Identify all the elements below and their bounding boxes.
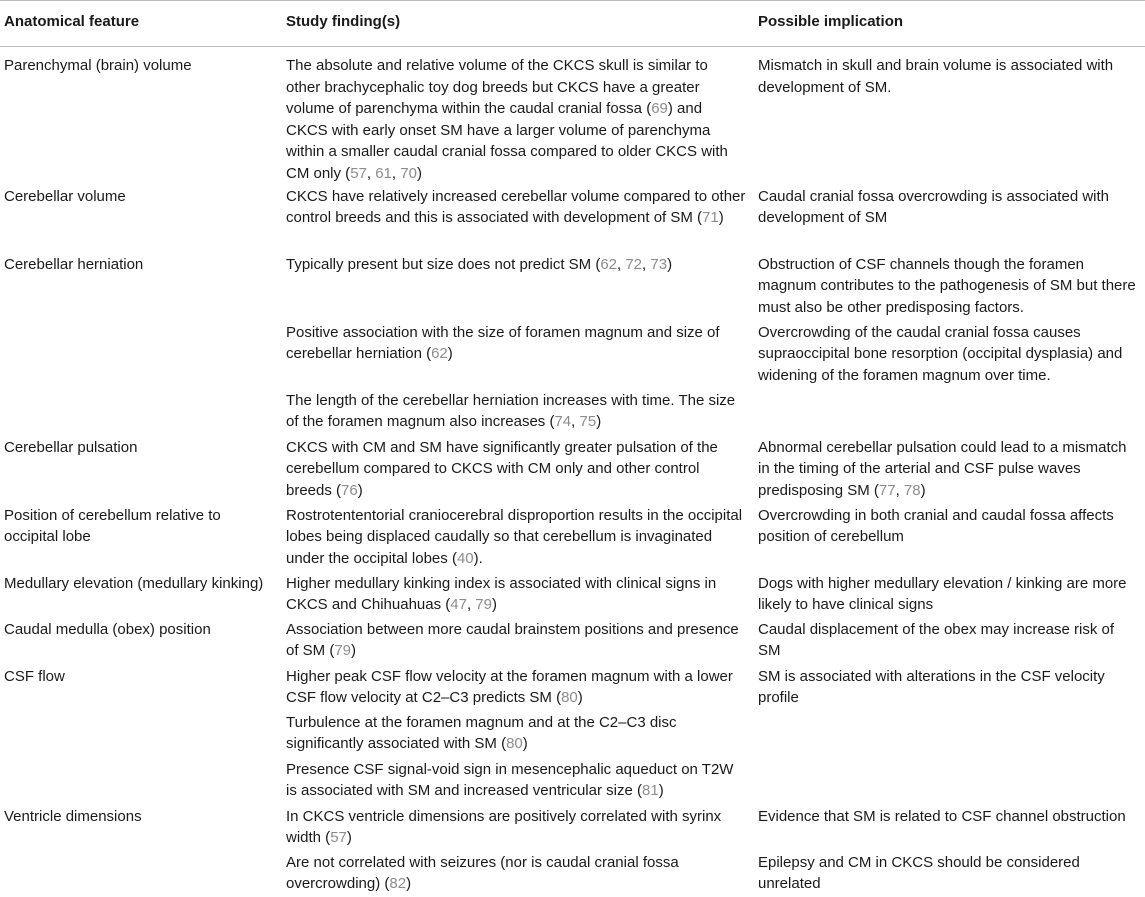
- table-row: [0, 390, 1145, 437]
- finding-text: ): [447, 345, 453, 363]
- finding-text: ): [351, 642, 357, 660]
- possible-implication-cell: [754, 186, 1145, 254]
- table-row: [0, 619, 1145, 666]
- study-finding-cell: [282, 390, 754, 437]
- anatomical-feature-cell: CSF flow: [4, 667, 65, 685]
- reference-link[interactable]: 57: [350, 164, 367, 182]
- implication-text: Epilepsy and CM in CKCS should be considered unrelated: [758, 853, 1080, 893]
- possible-implication-cell: [754, 619, 1145, 666]
- possible-implication-cell: [754, 390, 1145, 437]
- finding-text: ): [658, 782, 664, 800]
- finding-text: In CKCS ventricle dimensions are positively correlated with syrinx width (: [286, 807, 722, 847]
- study-finding-cell: [282, 505, 754, 573]
- possible-implication-cell: [754, 852, 1145, 897]
- header-possible-implication: Possible implication: [754, 1, 1145, 47]
- possible-implication-cell: [754, 573, 1145, 619]
- study-finding-cell: [282, 437, 754, 505]
- reference-link[interactable]: 70: [400, 164, 417, 182]
- reference-link[interactable]: 72: [625, 255, 643, 273]
- implication-text: Overcrowding in both cranial and caudal fossa affects position of cerebellum: [758, 506, 1114, 546]
- implication-text: Caudal displacement of the obex may increase risk of SM: [758, 620, 1115, 660]
- table-row: [0, 322, 1145, 390]
- finding-text: ): [596, 413, 602, 431]
- finding-text: Rostrotententorial craniocerebral disproportion results in the occipital lobes being displaced caudally so that cerebellum is invaginated under the occipital lobes (: [286, 506, 743, 567]
- possible-implication-cell: [754, 759, 1145, 806]
- possible-implication-cell: [754, 666, 1145, 712]
- table-row: [0, 47, 1145, 186]
- table-row: [0, 712, 1145, 759]
- implication-text: SM is associated with alterations in the CSF velocity profile: [758, 667, 1105, 707]
- reference-link[interactable]: 69: [651, 100, 668, 118]
- reference-link[interactable]: 77: [878, 481, 896, 499]
- finding-text: CKCS with CM and SM have significantly greater pulsation of the cerebellum compared to CKCS with CM only and other control breeds (: [286, 438, 718, 499]
- finding-text: ,: [366, 164, 376, 182]
- study-finding-cell: [282, 322, 754, 390]
- reference-link[interactable]: 79: [334, 642, 352, 660]
- finding-text: The absolute and relative volume of the CKCS skull is similar to other brachycephalic toy dog breeds but CKCS have a greater volume of parenchyma within the caudal cranial fossa (: [286, 57, 708, 118]
- anatomical-feature-cell: Cerebellar pulsation: [4, 438, 138, 456]
- anatomical-feature-cell: Ventricle dimensions: [4, 807, 142, 825]
- finding-text: ): [406, 875, 412, 893]
- anatomical-feature-cell: Position of cerebellum relative to occipital lobe: [4, 506, 221, 546]
- table-row: [0, 186, 1145, 254]
- anatomical-feature-cell: [0, 852, 282, 897]
- reference-link[interactable]: 61: [375, 164, 392, 182]
- table-row: [0, 573, 1145, 619]
- reference-link[interactable]: 57: [330, 829, 347, 847]
- implication-text: Evidence that SM is related to CSF channel obstruction: [758, 807, 1126, 825]
- anatomical-feature-cell: [0, 390, 282, 437]
- anatomical-feature-cell: Cerebellar herniation: [4, 255, 144, 273]
- finding-text: Turbulence at the foramen magnum and at the C2–C3 disc significantly associated with SM (: [286, 713, 677, 753]
- finding-text: ): [667, 255, 673, 273]
- finding-text: ): [491, 596, 497, 614]
- table-row: [0, 254, 1145, 322]
- implication-text: ): [920, 481, 926, 499]
- table-row: [0, 852, 1145, 897]
- study-finding-cell: [282, 666, 754, 712]
- finding-text: Typically present but size does not predict SM (: [286, 255, 601, 273]
- possible-implication-cell: [754, 47, 1145, 186]
- finding-text: ,: [617, 255, 626, 273]
- reference-link[interactable]: 40: [456, 549, 474, 567]
- anatomical-feature-cell: [0, 322, 282, 390]
- anatomical-feature-cell: Caudal medulla (obex) position: [4, 620, 211, 638]
- finding-text: The length of the cerebellar herniation increases with time. The size of the foramen magnum also increases (: [286, 391, 736, 431]
- table-row: [0, 505, 1145, 573]
- table-row: [0, 759, 1145, 806]
- header-row: [0, 1, 1145, 47]
- study-finding-cell: [282, 852, 754, 897]
- study-finding-cell: [282, 254, 754, 322]
- reference-link[interactable]: 80: [561, 689, 578, 707]
- finding-text: ): [522, 735, 528, 753]
- possible-implication-cell: [754, 254, 1145, 322]
- study-finding-cell: [282, 573, 754, 619]
- implication-text: Dogs with higher medullary elevation / kinking are more likely to have clinical signs: [758, 574, 1127, 614]
- study-finding-cell: [282, 712, 754, 759]
- table-row: [0, 437, 1145, 505]
- header-anatomical-feature: Anatomical feature: [0, 1, 282, 47]
- finding-text: ): [416, 164, 422, 182]
- finding-text: Higher medullary kinking index is associated with clinical signs in CKCS and Chihuahuas (: [286, 574, 717, 614]
- study-finding-cell: [282, 47, 754, 186]
- finding-text: ): [718, 209, 724, 227]
- possible-implication-cell: [754, 505, 1145, 573]
- finding-text: CKCS have relatively increased cerebellar volume compared to other control breeds and this is associated with development of SM (: [286, 187, 746, 227]
- table-row: [0, 806, 1145, 852]
- reference-link[interactable]: 62: [431, 345, 448, 363]
- reference-link[interactable]: 47: [450, 596, 467, 614]
- finding-text: Association between more caudal brainstem positions and presence of SM (: [286, 620, 739, 660]
- possible-implication-cell: [754, 322, 1145, 390]
- finding-text: Presence CSF signal-void sign in mesencephalic aqueduct on T2W is associated with SM and increased ventricular size (: [286, 760, 734, 800]
- finding-text: Positive association with the size of foramen magnum and size of cerebellar herniation (: [286, 323, 720, 363]
- anatomical-feature-cell: [0, 712, 282, 759]
- finding-text: ).: [473, 549, 483, 567]
- implication-text: Abnormal cerebellar pulsation could lead to a mismatch in the timing of the arterial and CSF pulse waves predisposing SM (: [758, 438, 1127, 499]
- study-finding-cell: [282, 186, 754, 254]
- reference-link[interactable]: 82: [389, 875, 407, 893]
- finding-text: ,: [571, 413, 580, 431]
- reference-link[interactable]: 75: [579, 413, 597, 431]
- finding-text: Are not correlated with seizures (nor is caudal cranial fossa overcrowding) (: [286, 853, 679, 893]
- finding-text: ,: [466, 596, 476, 614]
- reference-link[interactable]: 80: [506, 735, 523, 753]
- finding-text: ): [577, 689, 583, 707]
- finding-text: Higher peak CSF flow velocity at the foramen magnum with a lower CSF flow velocity at C2–C3 predicts SM (: [286, 667, 733, 707]
- finding-text: ,: [642, 255, 651, 273]
- table-row: [0, 666, 1145, 712]
- study-finding-cell: [282, 806, 754, 852]
- finding-text: ): [346, 829, 352, 847]
- implication-text: Obstruction of CSF channels though the foramen magnum contributes to the pathogenesis of SM but there must also be other predisposing factors.: [758, 255, 1136, 316]
- reference-link[interactable]: 62: [600, 255, 617, 273]
- implication-text: Mismatch in skull and brain volume is associated with development of SM.: [758, 57, 1114, 96]
- finding-text: ): [357, 481, 363, 499]
- reference-link[interactable]: 71: [702, 209, 719, 227]
- header-study-findings: Study finding(s): [282, 1, 754, 47]
- finding-text: ) and CKCS with early onset SM have a larger volume of parenchyma within a smaller caudal cranial fossa compared to older CKCS with CM only (: [286, 100, 728, 182]
- study-finding-cell: [282, 619, 754, 666]
- anatomical-feature-cell: [0, 759, 282, 806]
- study-finding-cell: [282, 759, 754, 806]
- reference-link[interactable]: 76: [341, 481, 358, 499]
- anatomical-feature-cell: Cerebellar volume: [4, 187, 126, 205]
- implication-text: ,: [895, 481, 904, 499]
- possible-implication-cell: [754, 806, 1145, 852]
- possible-implication-cell: [754, 437, 1145, 505]
- reference-link[interactable]: 81: [642, 782, 659, 800]
- anatomical-feature-cell: Medullary elevation (medullary kinking): [4, 574, 264, 592]
- implication-text: Caudal cranial fossa overcrowding is associated with development of SM: [758, 187, 1110, 227]
- possible-implication-cell: [754, 712, 1145, 759]
- implication-text: Overcrowding of the caudal cranial fossa causes supraoccipital bone resorption (occipital dysplasia) and widening of the foramen magnum over time.: [758, 323, 1123, 384]
- reference-link[interactable]: 73: [650, 255, 668, 273]
- anatomical-feature-cell: Parenchymal (brain) volume: [4, 57, 192, 74]
- reference-link[interactable]: 79: [475, 596, 492, 614]
- reference-link[interactable]: 74: [554, 413, 572, 431]
- finding-text: ,: [391, 164, 401, 182]
- reference-link[interactable]: 78: [903, 481, 921, 499]
